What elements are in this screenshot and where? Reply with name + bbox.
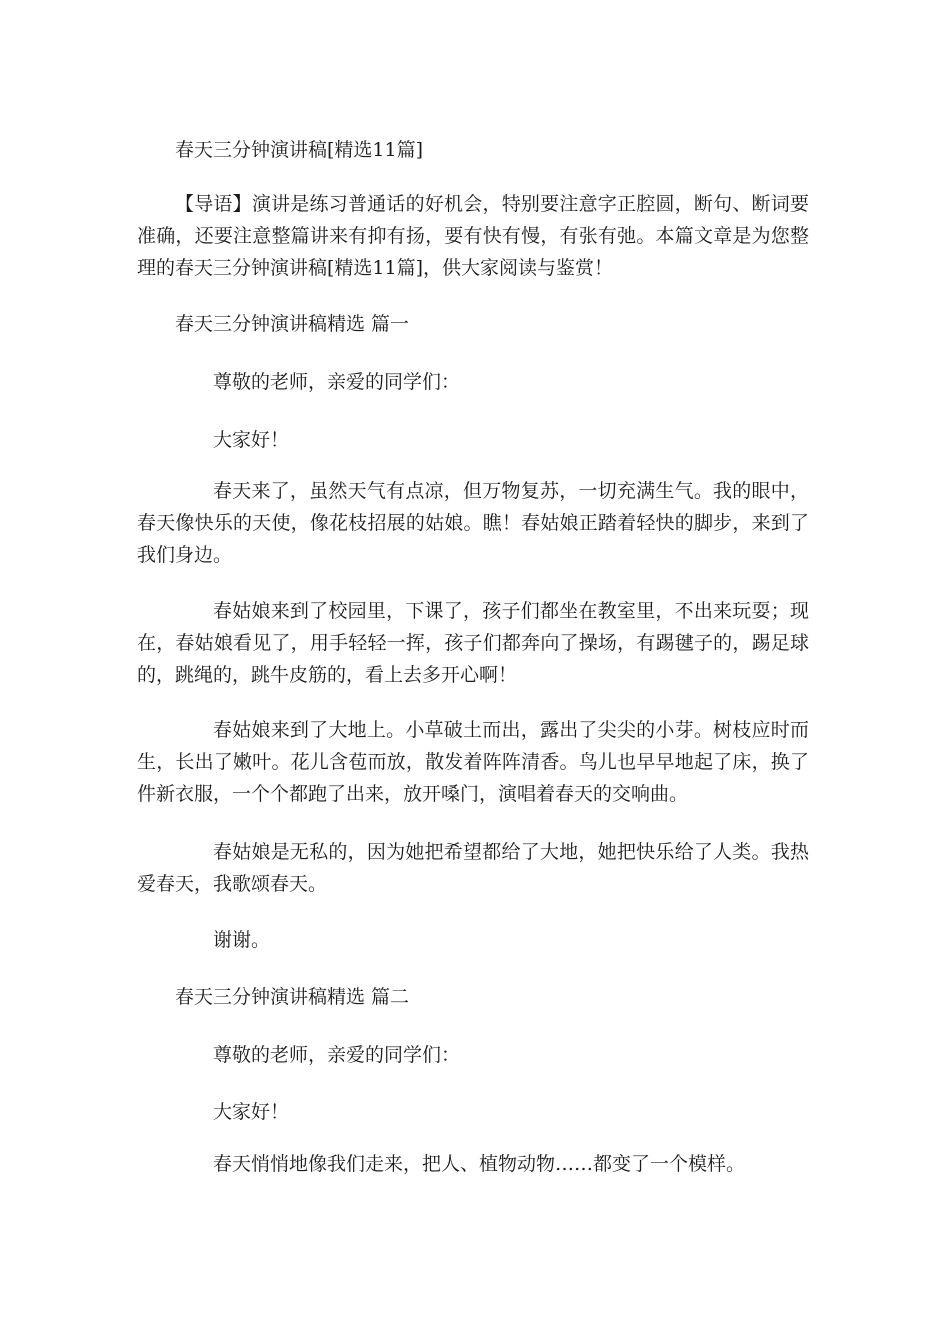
section-1-greeting: 大家好！ — [213, 429, 290, 451]
section-2-heading: 春天三分钟演讲稿精选 篇二 — [175, 986, 410, 1008]
section-1-heading: 春天三分钟演讲稿精选 篇一 — [175, 313, 410, 335]
section-2-greeting: 大家好！ — [213, 1101, 290, 1123]
section-1-paragraph-3 — [137, 714, 809, 810]
section-2-paragraph-1: 春天悄悄地像我们走来，把人、植物动物……都变了一个模样。 — [213, 1153, 746, 1175]
intro-paragraph — [137, 188, 809, 284]
intro-label: 【导语】 — [175, 193, 252, 215]
intro-text: 演讲是练习普通话的好机会，特别要注意字正腔圆，断句、断词要准确，还要注意整篇讲来有抑有扬，要有快有慢，有张有弛。本篇文章是为您整理的春天三分钟演讲稿[精选11篇]，供大家阅读与鉴赏！ — [137, 193, 809, 279]
section-1-salutation: 尊敬的老师，亲爱的同学们： — [213, 371, 461, 393]
section-1-paragraph-1-text: 春天来了，虽然天气有点凉，但万物复苏，一切充满生气。我的眼中，春天像快乐的天使，像花枝招展的姑娘。瞧！春姑娘正踏着轻快的脚步，来到了我们身边。 — [137, 480, 809, 566]
section-1-paragraph-1 — [137, 475, 809, 571]
section-1-paragraph-2 — [137, 595, 809, 691]
section-2-salutation: 尊敬的老师，亲爱的同学们： — [213, 1044, 461, 1066]
document-title: 春天三分钟演讲稿[精选11篇] — [175, 139, 424, 161]
section-1-paragraph-2-text: 春姑娘来到了校园里，下课了，孩子们都坐在教室里，不出来玩耍；现在，春姑娘看见了，用手轻轻一挥，孩子们都奔向了操场，有踢毽子的，踢足球的，跳绳的，跳牛皮筋的，看上去多开心啊！ — [137, 600, 809, 686]
section-1-thanks: 谢谢。 — [213, 929, 271, 951]
section-1-paragraph-4 — [137, 836, 809, 900]
section-1-paragraph-3-text: 春姑娘来到了大地上。小草破土而出，露出了尖尖的小芽。树枝应时而生，长出了嫩叶。花儿含苞而放，散发着阵阵清香。鸟儿也早早地起了床，换了件新衣服，一个个都跑了出来，放开嗓门，演唱着春天的交响曲。 — [137, 719, 809, 805]
section-1-paragraph-4-text: 春姑娘是无私的，因为她把希望都给了大地，她把快乐给了人类。我热爱春天，我歌颂春天。 — [137, 841, 809, 895]
